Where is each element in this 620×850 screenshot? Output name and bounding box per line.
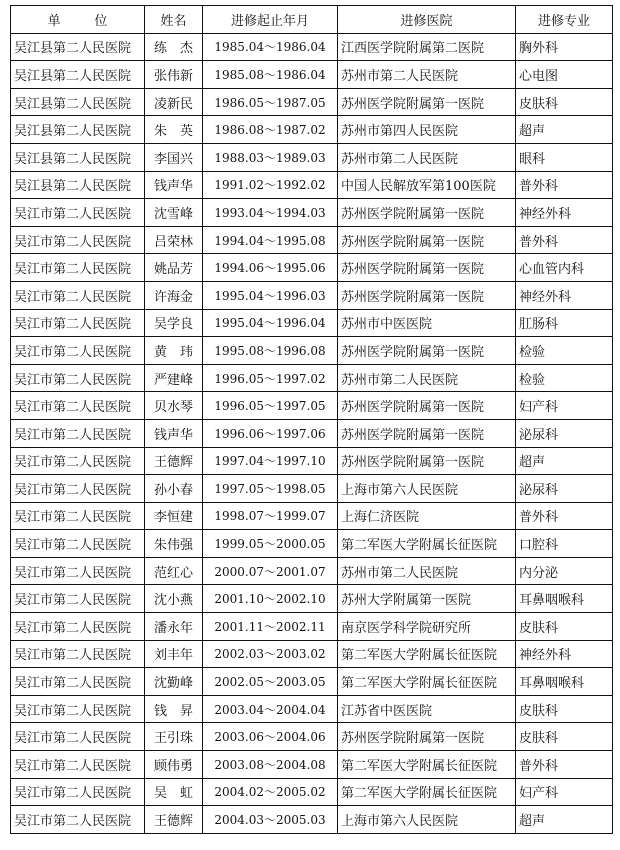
cell-unit: 吴江县第二人民医院 (11, 143, 145, 171)
cell-major: 超声 (516, 116, 613, 144)
cell-unit: 吴江市第二人民医院 (11, 475, 145, 503)
cell-period: 1996.06～1997.06 (203, 419, 338, 447)
cell-name: 吕荣林 (145, 226, 203, 254)
cell-major: 超声 (516, 806, 613, 834)
cell-major: 超声 (516, 447, 613, 475)
cell-name: 吴 虹 (145, 778, 203, 806)
cell-hospital: 中国人民解放军第100医院 (338, 171, 516, 199)
cell-period: 1996.05～1997.02 (203, 364, 338, 392)
cell-period: 1988.03～1989.03 (203, 143, 338, 171)
cell-name: 李国兴 (145, 143, 203, 171)
cell-hospital: 苏州市第二人民医院 (338, 61, 516, 89)
cell-major: 泌尿科 (516, 419, 613, 447)
cell-name: 王德辉 (145, 447, 203, 475)
cell-major: 心血管内科 (516, 254, 613, 282)
cell-name: 钱 昇 (145, 695, 203, 723)
cell-hospital: 第二军医大学附属长征医院 (338, 668, 516, 696)
cell-hospital: 苏州医学院附属第一医院 (338, 281, 516, 309)
cell-major: 胸外科 (516, 33, 613, 61)
cell-hospital: 苏州医学院附属第一医院 (338, 226, 516, 254)
cell-period: 1997.05～1998.05 (203, 475, 338, 503)
cell-unit: 吴江市第二人民医院 (11, 585, 145, 613)
cell-hospital: 第二军医大学附属长征医院 (338, 640, 516, 668)
table-row (11, 199, 613, 227)
cell-major: 皮肤科 (516, 613, 613, 641)
cell-name: 严建峰 (145, 364, 203, 392)
cell-name: 钱声华 (145, 171, 203, 199)
header-name: 姓名 (145, 6, 203, 34)
cell-hospital: 苏州市第二人民医院 (338, 364, 516, 392)
cell-unit: 吴江市第二人民医院 (11, 530, 145, 558)
cell-major: 心电图 (516, 61, 613, 89)
cell-unit: 吴江县第二人民医院 (11, 33, 145, 61)
cell-period: 2002.03～2003.02 (203, 640, 338, 668)
cell-hospital: 苏州医学院附属第一医院 (338, 254, 516, 282)
table-row (11, 254, 613, 282)
cell-major: 皮肤科 (516, 723, 613, 751)
cell-hospital: 第二军医大学附属长征医院 (338, 778, 516, 806)
cell-major: 妇产科 (516, 778, 613, 806)
table-row (11, 475, 613, 503)
cell-period: 1991.02～1992.02 (203, 171, 338, 199)
cell-name: 练 杰 (145, 33, 203, 61)
cell-hospital: 第二军医大学附属长征医院 (338, 751, 516, 779)
cell-major: 皮肤科 (516, 88, 613, 116)
cell-unit: 吴江县第二人民医院 (11, 116, 145, 144)
cell-major: 普外科 (516, 171, 613, 199)
cell-name: 沈小燕 (145, 585, 203, 613)
header-row (11, 6, 613, 34)
cell-unit: 吴江市第二人民医院 (11, 613, 145, 641)
table-row (11, 723, 613, 751)
cell-unit: 吴江县第二人民医院 (11, 88, 145, 116)
cell-name: 顾伟勇 (145, 751, 203, 779)
cell-name: 许海金 (145, 281, 203, 309)
cell-hospital: 上海仁济医院 (338, 502, 516, 530)
cell-period: 1997.04～1997.10 (203, 447, 338, 475)
table-row (11, 143, 613, 171)
table-row (11, 806, 613, 834)
cell-period: 1994.06～1995.06 (203, 254, 338, 282)
cell-major: 肛肠科 (516, 309, 613, 337)
cell-major: 神经外科 (516, 640, 613, 668)
cell-hospital: 苏州医学院附属第一医院 (338, 88, 516, 116)
cell-unit: 吴江市第二人民医院 (11, 751, 145, 779)
cell-major: 普外科 (516, 502, 613, 530)
cell-unit: 吴江市第二人民医院 (11, 778, 145, 806)
cell-period: 2004.03～2005.03 (203, 806, 338, 834)
cell-hospital: 苏州医学院附属第一医院 (338, 337, 516, 365)
cell-name: 吴学良 (145, 309, 203, 337)
training-records-table (10, 5, 613, 834)
cell-period: 1994.04～1995.08 (203, 226, 338, 254)
cell-name: 范红心 (145, 557, 203, 585)
cell-hospital: 苏州市第二人民医院 (338, 143, 516, 171)
cell-major: 眼科 (516, 143, 613, 171)
cell-period: 1986.08～1987.02 (203, 116, 338, 144)
cell-period: 1995.08～1996.08 (203, 337, 338, 365)
table-row (11, 668, 613, 696)
cell-period: 2000.07～2001.07 (203, 557, 338, 585)
header-major: 进修专业 (516, 6, 613, 34)
table-row (11, 61, 613, 89)
document-page (10, 5, 612, 834)
cell-period: 2001.10～2002.10 (203, 585, 338, 613)
cell-period: 1995.04～1996.04 (203, 309, 338, 337)
cell-unit: 吴江市第二人民医院 (11, 281, 145, 309)
cell-unit: 吴江县第二人民医院 (11, 171, 145, 199)
cell-unit: 吴江市第二人民医院 (11, 695, 145, 723)
cell-period: 2003.04～2004.04 (203, 695, 338, 723)
table-row (11, 309, 613, 337)
table-row (11, 751, 613, 779)
cell-hospital: 苏州市第四人民医院 (338, 116, 516, 144)
cell-major: 耳鼻咽喉科 (516, 585, 613, 613)
header-hospital: 进修医院 (338, 6, 516, 34)
cell-name: 王德辉 (145, 806, 203, 834)
cell-unit: 吴江市第二人民医院 (11, 199, 145, 227)
cell-name: 钱声华 (145, 419, 203, 447)
cell-period: 1996.05～1997.05 (203, 392, 338, 420)
cell-hospital: 上海市第六人民医院 (338, 806, 516, 834)
cell-name: 张伟新 (145, 61, 203, 89)
cell-period: 2004.02～2005.02 (203, 778, 338, 806)
table-body (11, 33, 613, 833)
cell-unit: 吴江市第二人民医院 (11, 309, 145, 337)
cell-name: 沈雪峰 (145, 199, 203, 227)
table-row (11, 116, 613, 144)
cell-major: 耳鼻咽喉科 (516, 668, 613, 696)
table-row (11, 88, 613, 116)
table-row (11, 281, 613, 309)
table-row (11, 226, 613, 254)
cell-unit: 吴江市第二人民医院 (11, 668, 145, 696)
cell-unit: 吴江市第二人民医院 (11, 419, 145, 447)
cell-period: 1998.07～1999.07 (203, 502, 338, 530)
cell-period: 1985.04～1986.04 (203, 33, 338, 61)
cell-name: 朱 英 (145, 116, 203, 144)
table-header (11, 6, 613, 34)
cell-hospital: 苏州市第二人民医院 (338, 557, 516, 585)
table-row (11, 778, 613, 806)
table-row (11, 613, 613, 641)
table-row (11, 640, 613, 668)
cell-name: 贝水琴 (145, 392, 203, 420)
cell-hospital: 苏州医学院附属第一医院 (338, 419, 516, 447)
cell-major: 普外科 (516, 226, 613, 254)
cell-major: 检验 (516, 364, 613, 392)
cell-hospital: 苏州市中医医院 (338, 309, 516, 337)
cell-hospital: 江苏省中医医院 (338, 695, 516, 723)
cell-name: 刘丰年 (145, 640, 203, 668)
cell-hospital: 上海市第六人民医院 (338, 475, 516, 503)
cell-name: 潘永年 (145, 613, 203, 641)
header-unit: 单 位 (11, 6, 145, 34)
cell-hospital: 江西医学院附属第二医院 (338, 33, 516, 61)
cell-major: 普外科 (516, 751, 613, 779)
header-period: 进修起止年月 (203, 6, 338, 34)
cell-name: 黄 玮 (145, 337, 203, 365)
cell-hospital: 苏州医学院附属第一医院 (338, 447, 516, 475)
cell-major: 神经外科 (516, 199, 613, 227)
cell-unit: 吴江市第二人民医院 (11, 364, 145, 392)
table-row (11, 695, 613, 723)
cell-period: 2003.08～2004.08 (203, 751, 338, 779)
cell-hospital: 苏州大学附属第一医院 (338, 585, 516, 613)
cell-period: 1985.08～1986.04 (203, 61, 338, 89)
cell-unit: 吴江市第二人民医院 (11, 640, 145, 668)
cell-unit: 吴江县第二人民医院 (11, 61, 145, 89)
table-row (11, 33, 613, 61)
table-row (11, 419, 613, 447)
cell-unit: 吴江市第二人民医院 (11, 806, 145, 834)
table-row (11, 502, 613, 530)
cell-unit: 吴江市第二人民医院 (11, 226, 145, 254)
cell-period: 1995.04～1996.03 (203, 281, 338, 309)
cell-name: 孙小春 (145, 475, 203, 503)
cell-unit: 吴江市第二人民医院 (11, 392, 145, 420)
cell-unit: 吴江市第二人民医院 (11, 447, 145, 475)
cell-name: 王引珠 (145, 723, 203, 751)
cell-name: 凌新民 (145, 88, 203, 116)
cell-unit: 吴江市第二人民医院 (11, 337, 145, 365)
cell-unit: 吴江市第二人民医院 (11, 723, 145, 751)
cell-hospital: 南京医学科学院研究所 (338, 613, 516, 641)
cell-period: 1993.04～1994.03 (203, 199, 338, 227)
cell-period: 1999.05～2000.05 (203, 530, 338, 558)
cell-hospital: 苏州医学院附属第一医院 (338, 723, 516, 751)
cell-hospital: 苏州医学院附属第一医院 (338, 199, 516, 227)
table-row (11, 530, 613, 558)
cell-unit: 吴江市第二人民医院 (11, 254, 145, 282)
cell-major: 妇产科 (516, 392, 613, 420)
table-row (11, 337, 613, 365)
table-row (11, 585, 613, 613)
cell-major: 神经外科 (516, 281, 613, 309)
cell-major: 口腔科 (516, 530, 613, 558)
cell-hospital: 第二军医大学附属长征医院 (338, 530, 516, 558)
table-row (11, 447, 613, 475)
cell-unit: 吴江市第二人民医院 (11, 557, 145, 585)
table-row (11, 392, 613, 420)
cell-name: 沈勤峰 (145, 668, 203, 696)
cell-hospital: 苏州医学院附属第一医院 (338, 392, 516, 420)
cell-unit: 吴江市第二人民医院 (11, 502, 145, 530)
cell-major: 检验 (516, 337, 613, 365)
cell-major: 内分泌 (516, 557, 613, 585)
cell-major: 皮肤科 (516, 695, 613, 723)
cell-period: 2003.06～2004.06 (203, 723, 338, 751)
table-row (11, 364, 613, 392)
table-row (11, 557, 613, 585)
cell-period: 2002.05～2003.05 (203, 668, 338, 696)
table-row (11, 171, 613, 199)
cell-name: 姚品芳 (145, 254, 203, 282)
cell-period: 2001.11～2002.11 (203, 613, 338, 641)
cell-name: 朱伟强 (145, 530, 203, 558)
cell-name: 李恒建 (145, 502, 203, 530)
cell-major: 泌尿科 (516, 475, 613, 503)
cell-period: 1986.05～1987.05 (203, 88, 338, 116)
